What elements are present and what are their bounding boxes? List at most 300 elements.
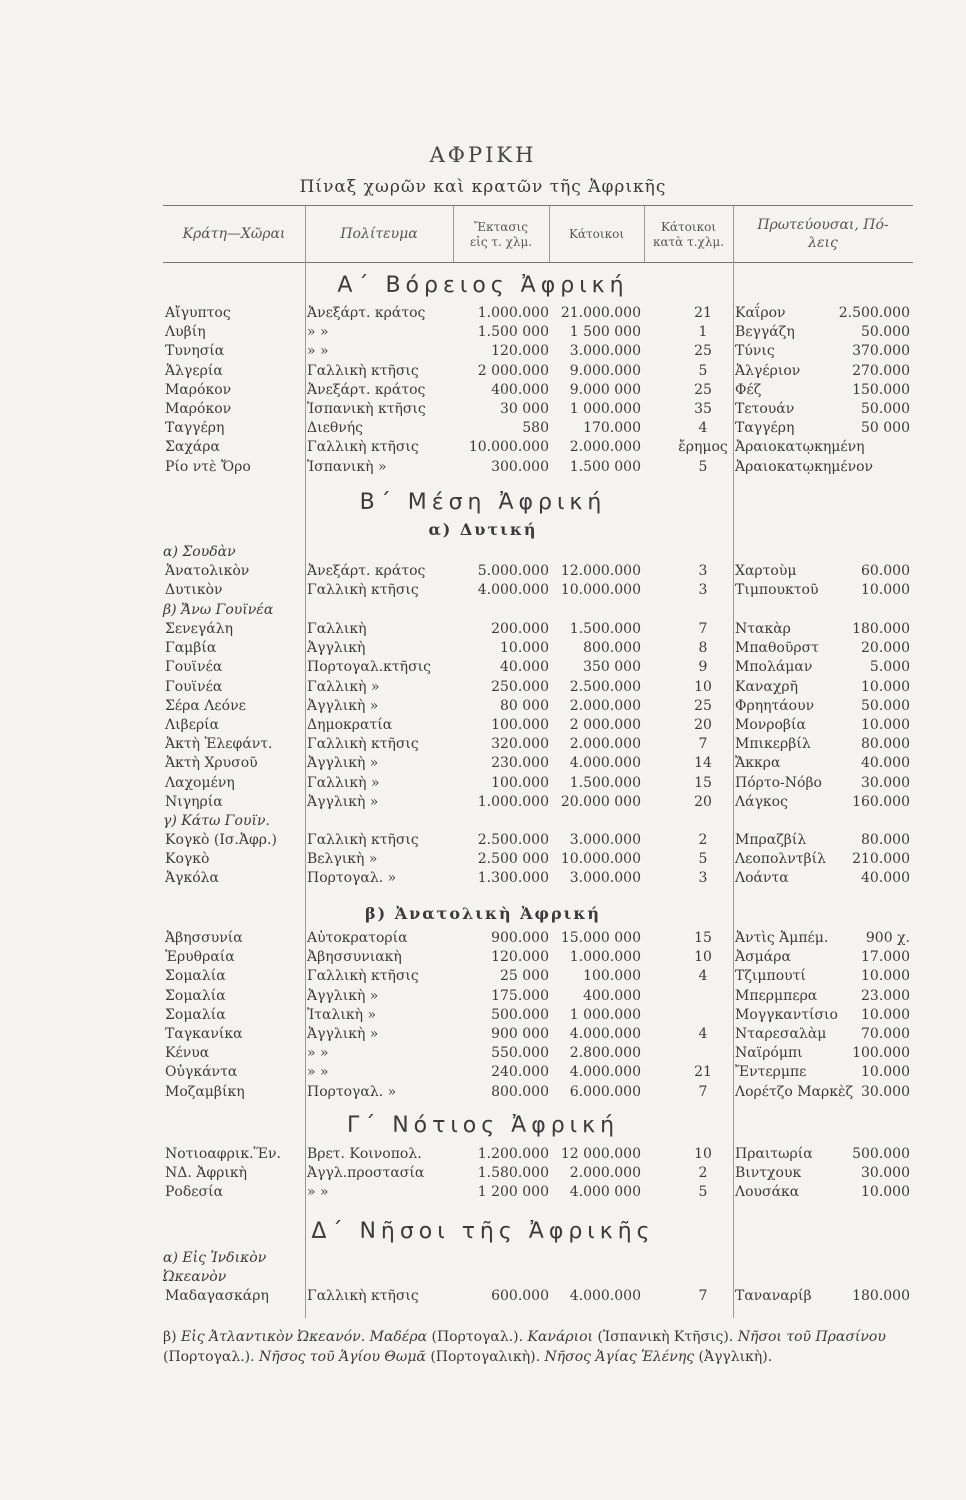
country-name: Σομαλία [165,1007,226,1023]
subsection-middle-east-heading: β) Ἀνατολικὴ Ἀφρική [364,904,602,923]
polity: Πορτογαλ.κτῆσις [307,659,431,675]
population: 2.000.000 [569,439,641,455]
section-north-heading: Α΄ Βόρειος Ἀφρική [337,273,629,298]
density: 20 [694,717,712,733]
polity: Ἀνεξάρτ. κράτος [307,305,426,321]
table-row [0,621,966,640]
table-row [0,305,966,324]
note-part: (Πορτογαλ.). [427,1329,528,1345]
note-part: (Πορτογαλικὴ). [425,1349,545,1365]
page-title: ΑΦΡΙΚΗ [429,143,537,167]
country-name: Κογκὸ [165,851,210,867]
header-capitals [733,207,913,262]
polity: » » [307,1045,329,1061]
density: 5 [698,1184,708,1200]
capital: Τετουάν [735,401,795,417]
capital: Ἀραιοκατῳκημένον [735,459,874,475]
capital-population: 10.000 [861,717,910,733]
area: 1.000.000 [477,794,549,810]
capital: Λορέτζο Μαρκὲζ [735,1084,854,1100]
polity: Πορτογαλ. » [307,1084,397,1100]
table-row [0,659,966,678]
table-row [0,324,966,343]
density: 21 [694,305,712,321]
population: 21.000.000 [560,305,641,321]
capital-population: 270.000 [852,363,910,379]
population: 12 000.000 [560,1146,641,1162]
header-top-rule [163,205,913,206]
country-name: Ἐρυθραία [165,949,235,965]
population: 1 500 000 [569,324,641,340]
table-row [0,832,966,851]
header-density-line1: Κάτοικοι [660,219,717,234]
country-name: Μαρόκον [165,401,232,417]
capital: Τζιμπουτί [735,968,806,984]
capital-population: 23.000 [861,988,910,1004]
table-row [0,420,966,439]
table-row [0,439,966,458]
density: 7 [698,621,708,637]
table-row [0,343,966,362]
population: 15.000 000 [560,930,641,946]
capital: Ἔντερμπε [735,1064,807,1080]
country-name: Σενεγάλη [165,621,233,637]
population: 1.500.000 [569,775,641,791]
note-part: β) [163,1329,182,1345]
capital-population: 500.000 [852,1146,910,1162]
capital: Καναχρῆ [735,679,798,695]
density: 1 [698,324,708,340]
country-name: Σέρα Λεόνε [165,698,246,714]
polity: » » [307,1064,329,1080]
capital: Φρηητάουν [735,698,815,714]
table-row [0,1146,966,1165]
country-name: Μαρόκον [165,382,232,398]
area: 320.000 [491,736,549,752]
polity: » » [307,343,329,359]
header-polity [305,207,453,262]
polity: Ἀγγλικὴ » [307,794,379,810]
country-name: Ἀλγερία [165,363,223,379]
polity: Ἀβησσυνιακὴ [307,949,402,965]
header-bottom-rule [163,262,913,263]
polity: Γαλλικὴ κτῆσις [307,968,419,984]
capital: Μονροβία [735,717,806,733]
population: 20.000 000 [560,794,641,810]
population: 2 000.000 [569,717,641,733]
capital-population: 50.000 [861,698,910,714]
capital: Ναϊρόμπι [735,1045,803,1061]
area: 400.000 [491,382,549,398]
capital-population: 60.000 [861,563,910,579]
note-part: Νῆσος Ἁγίας Ἑλένης [544,1349,695,1365]
capital-population: 370.000 [852,343,910,359]
capital: Νταρεσαλὰμ [735,1026,827,1042]
country-name: Σομαλία [165,988,226,1004]
density: 10 [694,949,712,965]
header-population-label: Κάτοικοι [568,227,625,241]
population: 10.000.000 [560,851,641,867]
country-name: Κογκὸ (Ισ.Ἀφρ.) [165,832,277,848]
country-name: Δυτικὸν [165,582,223,598]
group-label-indian-ocean-line2: Ὠκεανὸν [163,1269,227,1285]
country-name: Λιβερία [165,717,220,733]
density: 25 [694,698,712,714]
area: 500.000 [491,1007,549,1023]
header-density [644,207,733,262]
population: 9.000 000 [569,382,641,398]
density: 5 [698,459,708,475]
capital: Λοάντα [735,870,789,886]
header-capitals-line2: λεις [808,234,838,251]
polity: Γαλλικὴ κτῆσις [307,582,419,598]
population: 400.000 [583,988,641,1004]
polity: Γαλλικὴ κτῆσις [307,736,419,752]
country-name: Νιγηρία [165,794,223,810]
section-middle-heading: Β΄ Μέση Ἀφρική [359,490,607,515]
capital: Φέζ [735,382,762,398]
capital: Ἀλγέριον [735,363,801,379]
area: 900 000 [491,1026,549,1042]
population: 3.000.000 [569,343,641,359]
area: 1.200.000 [477,1146,549,1162]
capital-population: 150.000 [852,382,910,398]
polity: Διεθνής [307,420,364,436]
capital-population: 40.000 [861,755,910,771]
header-capitals-line1: Πρωτεύουσαι, Πό- [757,217,889,233]
header-area-line2: εἰς τ. χλμ. [469,234,533,249]
density: 10 [694,1146,712,1162]
density: 7 [698,1084,708,1100]
density: 15 [694,930,712,946]
country-name: Ρίο ντὲ Ὄρο [165,459,251,475]
area: 80 000 [500,698,549,714]
country-name: Μαδαγασκάρη [165,1288,269,1304]
capital-population: 10.000 [861,582,910,598]
area: 200.000 [491,621,549,637]
capital-population: 10.000 [861,1007,910,1023]
country-name: Λυβίη [165,324,206,340]
country-name: Αἴγυπτος [165,305,231,321]
area: 240.000 [491,1064,549,1080]
table-row [0,679,966,698]
table-row [0,382,966,401]
capital-population: 30.000 [861,1165,910,1181]
country-name: Ροδεσία [165,1184,224,1200]
capital: Μογγκαντίσιο [735,1007,838,1023]
note-part: Εἰς Ἀτλαντικὸν Ὠκεανόν. [181,1329,366,1345]
polity: Γαλλικὴ » [307,775,380,791]
group-label-upper-guinea: β) Ἄνω Γουϊνέα [163,602,274,618]
table-row [0,851,966,870]
population: 1.500 000 [569,459,641,475]
table-row [0,794,966,813]
area: 800.000 [491,1084,549,1100]
area: 1.300.000 [477,870,549,886]
area: 300.000 [491,459,549,475]
atlantic-islands-note [163,1327,913,1367]
area: 600.000 [491,1288,549,1304]
density: 7 [698,736,708,752]
capital-population: 70.000 [861,1026,910,1042]
header-polity-label: Πολίτευμα [340,225,418,242]
table-row [0,949,966,968]
capital-population: 80.000 [861,736,910,752]
area: 10.000.000 [468,439,549,455]
subsection-middle-west-heading: α) Δυτική [428,520,538,539]
density: 5 [698,363,708,379]
capital-population: 50 000 [861,420,910,436]
population: 10.000.000 [560,582,641,598]
density: 4 [698,420,708,436]
table-row [0,1045,966,1064]
group-label-lower-guinea: γ) Κάτω Γουϊν. [163,813,270,829]
capital: Χαρτοὺμ [735,563,797,579]
polity: Βελγικὴ » [307,851,378,867]
area: 250.000 [491,679,549,695]
population: 350 000 [583,659,641,675]
table-row [0,401,966,420]
polity: Γαλλικὴ κτῆσις [307,1288,419,1304]
area: 2 000.000 [477,363,549,379]
population: 2.800.000 [569,1045,641,1061]
population: 2.000.000 [569,698,641,714]
table-row [0,930,966,949]
polity: Ἀγγλ.προστασία [307,1165,425,1181]
population: 800.000 [583,640,641,656]
group-label-indian-ocean-line1: α) Εἰς Ἰνδικὸν [163,1250,267,1266]
population: 9.000.000 [569,363,641,379]
country-name: ΝΔ. Ἀφρικὴ [165,1165,248,1181]
capital-population: 100.000 [852,1045,910,1061]
table-row [0,968,966,987]
table-row [0,363,966,382]
polity: Ἀγγλικὴ » [307,988,379,1004]
population: 4.000 000 [569,1184,641,1200]
population: 1.500.000 [569,621,641,637]
density: 9 [698,659,708,675]
population: 4.000.000 [569,755,641,771]
density: 35 [694,401,712,417]
capital: Μπαθοῦρστ [735,640,819,656]
density: 8 [698,640,708,656]
capital: Ἀσμάρα [735,949,791,965]
density: 15 [694,775,712,791]
polity: Γαλλικὴ κτῆσις [307,832,419,848]
population: 2.000.000 [569,1165,641,1181]
polity: Γαλλικὴ » [307,679,380,695]
population: 1 000.000 [569,401,641,417]
country-name: Γαμβία [165,640,217,656]
density: 5 [698,851,708,867]
polity: Γαλλικὴ κτῆσις [307,363,419,379]
population: 1 000.000 [569,1007,641,1023]
population: 2.500.000 [569,679,641,695]
capital: Λουσάκα [735,1184,800,1200]
header-states [163,207,305,262]
capital-population: 10.000 [861,1064,910,1080]
polity: Βρετ. Κοινοπολ. [307,1146,422,1162]
table-row [0,459,966,478]
density: 3 [698,582,708,598]
area: 2.500 000 [477,851,549,867]
table-row [0,1084,966,1103]
capital: Ἀντὶς Ἀμπέμ. [735,930,829,946]
capital-population: 80.000 [861,832,910,848]
polity: Αὐτοκρατορία [307,930,408,946]
density: 4 [698,1026,708,1042]
polity: » » [307,1184,329,1200]
area: 1.000.000 [477,305,549,321]
area: 230.000 [491,755,549,771]
population: 3.000.000 [569,832,641,848]
polity: Πορτογαλ. » [307,870,397,886]
density: 25 [694,382,712,398]
table-row [0,640,966,659]
capital: Πραιτωρία [735,1146,813,1162]
capital: Ταναναρίβ [735,1288,812,1304]
density: 3 [698,870,708,886]
table-row [0,1288,966,1307]
capital: Βιντχουκ [735,1165,802,1181]
population: 4.000.000 [569,1288,641,1304]
polity: Γαλλικὴ κτῆσις [307,439,419,455]
polity: Ἀνεξάρτ. κράτος [307,382,426,398]
area: 2.500.000 [477,832,549,848]
capital: Βεγγάζη [735,324,795,340]
note-part: (Ἀγγλικὴ). [694,1349,773,1365]
area: 100.000 [491,717,549,733]
population: 3.000.000 [569,870,641,886]
polity: Ἰταλικὴ » [307,1007,377,1023]
country-name: Ταγγέρη [165,420,225,436]
note-part: (Ἱσπανικὴ Κτῆσις). [593,1329,738,1345]
country-name: Ἀνατολικὸν [165,563,250,579]
country-name: Ἀκτὴ Χρυσοῦ [165,755,258,771]
note-part: (Πορτογαλ.). [163,1349,260,1365]
note-part: Νῆσοι τοῦ Πρασίνου [737,1329,886,1345]
table-row [0,755,966,774]
area: 1.500 000 [477,324,549,340]
area: 120.000 [491,949,549,965]
capital-population: 5.000 [869,659,910,675]
capital-population: 40.000 [861,870,910,886]
table-row [0,988,966,1007]
note-part: Νῆσος τοῦ Ἁγίου Θωμᾶ [259,1349,426,1365]
group-label-sudan: α) Σουδὰν [163,544,236,560]
table-row [0,736,966,755]
density: 10 [694,679,712,695]
area: 4.000.000 [477,582,549,598]
area: 120.000 [491,343,549,359]
polity: » » [307,324,329,340]
capital-population: 10.000 [861,968,910,984]
polity: Ἀγγλικὴ [307,640,366,656]
table-row [0,1064,966,1083]
area: 10.000 [500,640,549,656]
polity: Δημοκρατία [307,717,393,733]
page-subtitle: Πίναξ χωρῶν καὶ κρατῶν τῆς Ἀφρικῆς [299,177,667,197]
country-name: Λαχομένη [165,775,235,791]
density: 4 [698,968,708,984]
country-name: Ταγκανίκα [165,1026,243,1042]
table-row [0,582,966,601]
capital-population: 2.500.000 [838,305,910,321]
capital: Μπολάμαν [735,659,813,675]
population: 4.000.000 [569,1064,641,1080]
capital: Μπραζβίλ [735,832,807,848]
polity: Ἀγγλικὴ » [307,698,379,714]
table-row [0,870,966,889]
density: 3 [698,563,708,579]
capital: Ἀραιοκατῳκημένη [735,439,865,455]
country-name: Κένυα [165,1045,210,1061]
capital-population: 20.000 [861,640,910,656]
area: 30 000 [500,401,549,417]
capital: Τιμπουκτοῦ [735,582,819,598]
density: 14 [694,755,712,771]
polity: Ἀνεξάρτ. κράτος [307,563,426,579]
table-row [0,775,966,794]
polity: Ἱσπανικὴ » [307,459,387,475]
header-area [453,207,549,262]
capital: Λάγκος [735,794,788,810]
table-row [0,1165,966,1184]
table-row [0,1007,966,1026]
capital: Καΐρον [735,305,786,321]
header-area-line1: Ἔκτασις [474,219,528,234]
country-name: Οὐγκάντα [165,1064,238,1080]
density: 20 [694,794,712,810]
header-states-label: Κράτη—Χῶραι [182,225,286,242]
polity: Ἱσπανικὴ κτῆσις [307,401,426,417]
capital: Ντακὰρ [735,621,791,637]
capital-population: 17.000 [861,949,910,965]
population: 100.000 [583,968,641,984]
capital: Πόρτο-Νόβο [735,775,822,791]
density: 21 [694,1064,712,1080]
capital-population: 900 χ. [865,930,910,946]
population: 12.000.000 [560,563,641,579]
area: 25 000 [500,968,549,984]
population: 1.000.000 [569,949,641,965]
table-row [0,698,966,717]
capital: Ἄκκρα [735,755,781,771]
population: 4.000.000 [569,1026,641,1042]
density: 2 [698,832,708,848]
table-row [0,563,966,582]
capital-population: 30.000 [861,1084,910,1100]
capital: Ταγγέρη [735,420,795,436]
country-name: Γουϊνέα [165,679,223,695]
capital-population: 180.000 [852,1288,910,1304]
area: 100.000 [491,775,549,791]
section-islands-heading: Δ΄ Νῆσοι τῆς Ἀφρικῆς [311,1219,655,1244]
country-name: Γουϊνέα [165,659,223,675]
capital-population: 160.000 [852,794,910,810]
density: 2 [698,1165,708,1181]
table-row [0,1184,966,1203]
population: 6.000.000 [569,1084,641,1100]
capital-population: 50.000 [861,401,910,417]
area: 175.000 [491,988,549,1004]
area: 40.000 [500,659,549,675]
density: ἔρημος [678,439,728,455]
section-south-heading: Γ΄ Νότιος Ἀφρική [346,1113,620,1138]
density: 25 [694,343,712,359]
area: 900.000 [491,930,549,946]
capital: Τύνις [735,343,775,359]
